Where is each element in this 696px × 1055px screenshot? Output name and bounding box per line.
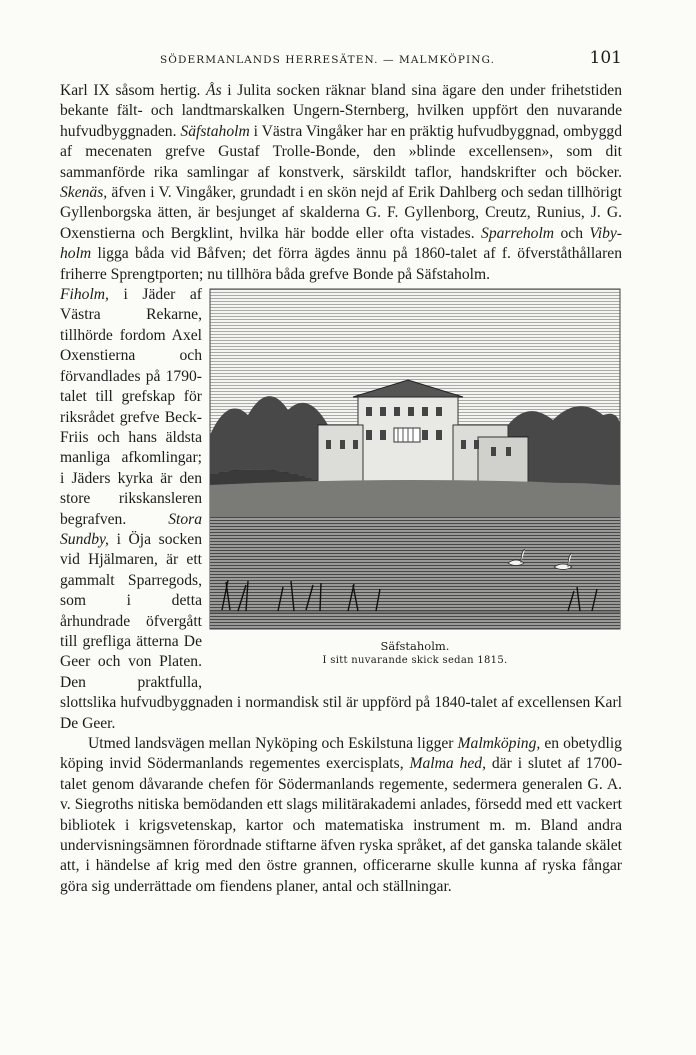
text-run: äfven i V. Vingåker, grundadt i en skön nejd af Erik Dahlberg och sedan tillhörigt Gyllenborgska ätten, är besjunget af skalderna G. F. Gyllenborg, Creutz, Runius, J. G. Oxenstierna och Bergklint, hvilka här bodde eller ofta vistades. [60,184,622,242]
place-name: Malmköping, [457,735,541,752]
place-name: Fiholm, [60,286,109,304]
lawn [210,480,620,520]
place-name: Viby-holm [60,224,623,263]
page-number: 101 [589,48,622,68]
text-run: i Öja socken vid Hjälmaren, är ett gammalt Sparregods, som i detta århundrade öfvergått till grefliga ätterna De Geer och von Platen. Den praktfulla, slottslika hufvudbyggnaden i normandisk stil är uppförd på 1840-talet af excellensen Karl De Geer. [60,530,622,732]
place-name: Skenäs, [60,184,108,202]
text-run: i Julita socken räknar bland sina ägare den under frihetstiden bekante fält- och landtmarskalken Ungern-Sternberg, hvilken uppfört den nuvarande hufvudbyggnaden. [60,82,622,140]
engraving-image [208,285,622,635]
paragraph-1 [60,81,622,734]
text-run: i Västra Vingåker har en präktig hufvudbyggnad, ombyggd af mecenaten grefve Gustaf Trolle-Bonde, den »blinde excellensen», som dit sammanförde rika samlingar af konstverk, särskildt taflor, handskrifter och böcker. [60,122,622,181]
page-header [60,48,622,74]
text-run: i Jäder af Västra Rekarne, tillhörde fordom Axel Oxenstierna och förvandlades på 1790-talet till grefskap för riksrådet grefve Beck-Friis och hans äldsta manliga afkomlingar; i Jäders kyrka är den store rikskansleren begrafven. [60,286,202,528]
place-name: Stora Sundby, [60,510,202,548]
figure-caption-title: Säfstaholm. [380,639,450,654]
text-run: en obetydlig köping invid Södermanlands regementes exercisplats, [60,735,622,773]
paragraph-2 [60,734,622,897]
place-name: Ås [206,82,222,99]
text-run: ligga båda vid Båfven; det förra ägdes ännu på 1860-talet af f. öfverståthållaren friherre Sprengtporten; nu tillhöra båda grefve Bonde på Säfstaholm. [60,245,622,283]
figure [208,285,622,685]
place-name: Malma hed, [409,755,487,773]
running-head: SÖDERMANLANDS HERRESÄTEN. — MALMKÖPING. [160,54,496,66]
place-name: Säfstaholm [180,122,250,140]
text-run: och [554,224,590,242]
text-run: där i slutet af 1700-talet genom dåvarande chefen för Södermanlands regemente, sedermera generalen G. A. v. Siegroths nitiska bemödanden ett slags militärakademi anlades, försedd med ett vackert bibliotek i krigsvetenskap, kartor och matematiska instrument m. m. Bland andra undervisningsämnen förordnade stiftarne äfven ryska språket, af det ganska talande skälet att, i händelse af krig med den östre grannen, officerarne skulle kunna af ryska fångar göra sig underrättade om fiendens planer, antal och ställningar. [60,755,623,895]
place-name: Sparreholm [481,224,555,242]
body-text [60,81,622,897]
text-run: Utmed landsvägen mellan Nyköping och Eskilstuna ligger [88,735,458,752]
figure-caption-subtitle: I sitt nuvarande skick sedan 1815. [322,655,508,667]
text-run: Karl IX såsom hertig. [60,82,207,99]
